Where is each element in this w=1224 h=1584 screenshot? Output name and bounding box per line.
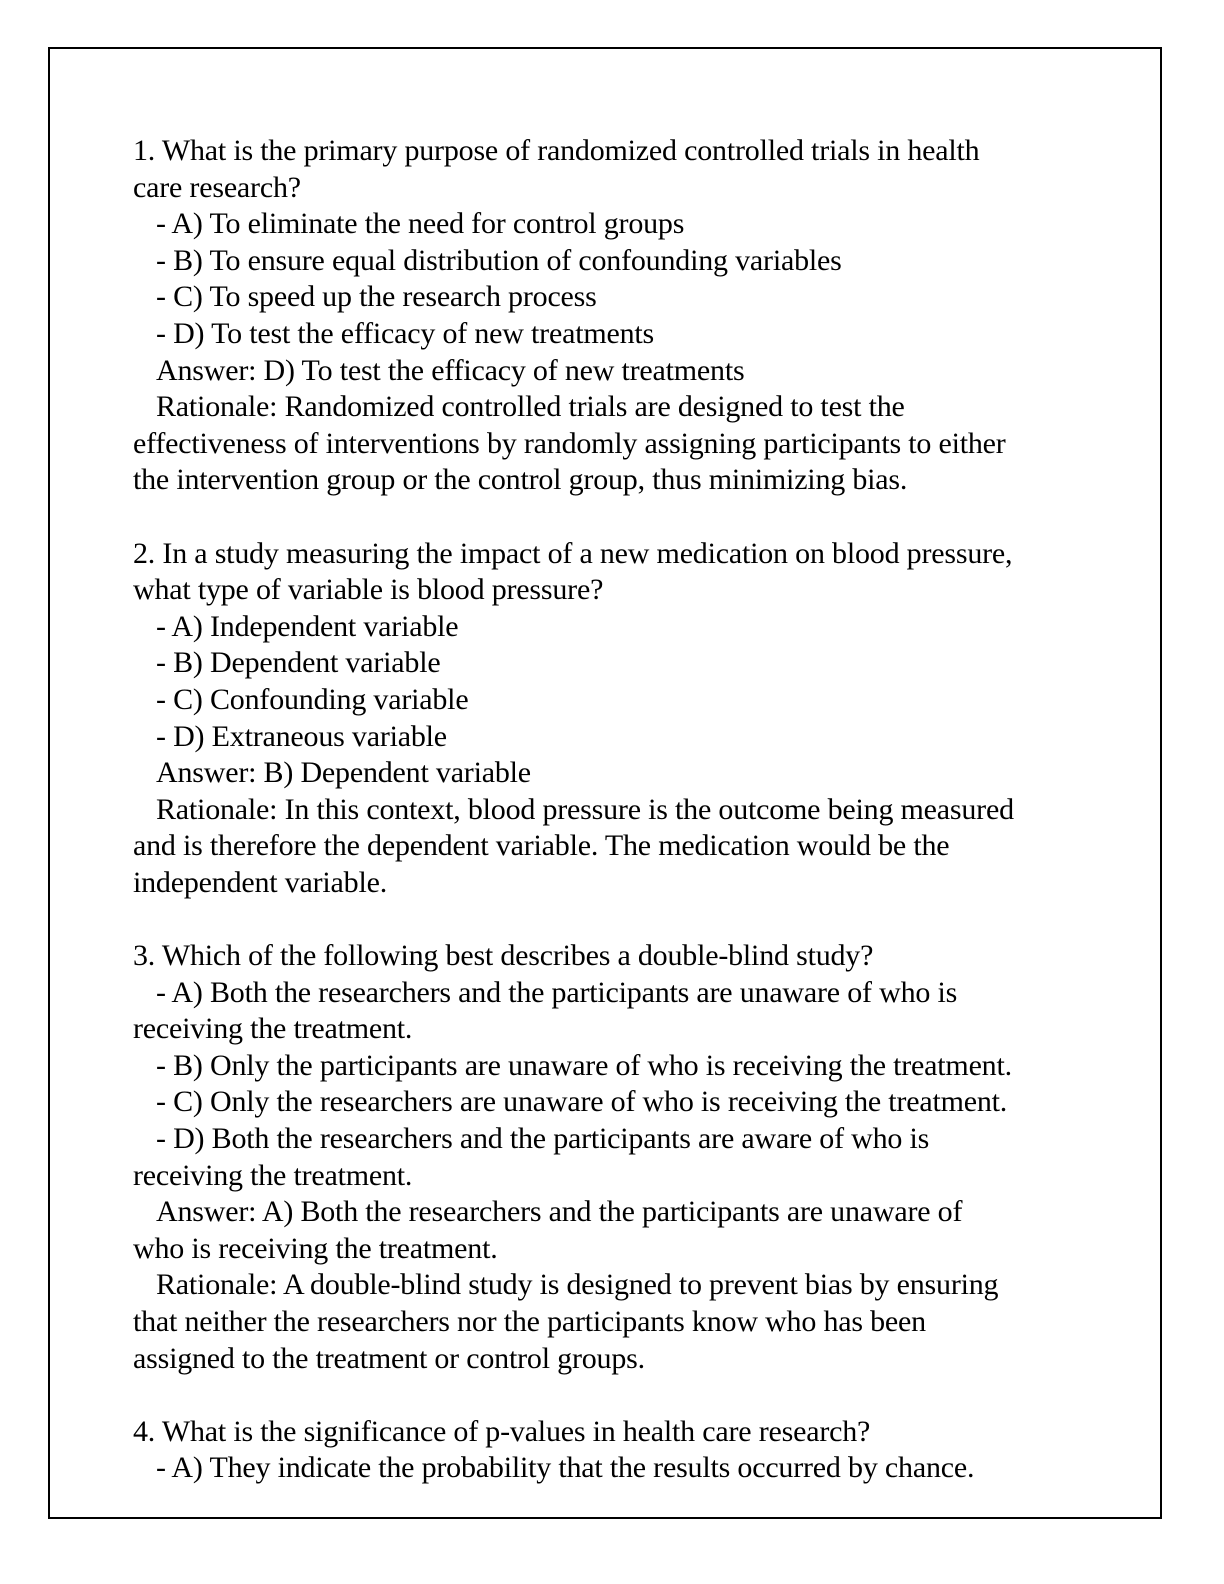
rationale-text: Rationale: A double-blind study is designed to prevent bias by ensuring bbox=[156, 1268, 999, 1302]
option-a-continued: receiving the treatment. bbox=[133, 1012, 413, 1046]
option-d: - D) To test the efficacy of new treatments bbox=[156, 316, 655, 350]
option-a: - A) Both the researchers and the participants are unaware of who is bbox=[156, 975, 958, 1009]
question-text: care research? bbox=[133, 170, 301, 204]
option-a: - A) They indicate the probability that the results occurred by chance. bbox=[156, 1451, 975, 1485]
rationale-text: and is therefore the dependent variable. The medication would be the bbox=[133, 829, 950, 863]
question-text: 4. What is the significance of p-values in health care research? bbox=[133, 1414, 871, 1448]
answer-text-continued: who is receiving the treatment. bbox=[133, 1231, 498, 1265]
question-2 bbox=[133, 536, 1093, 902]
rationale-text: the intervention group or the control group, thus minimizing bias. bbox=[133, 463, 908, 497]
rationale-text: that neither the researchers nor the participants know who has been bbox=[133, 1305, 926, 1338]
answer-text: Answer: D) To test the efficacy of new treatments bbox=[156, 353, 745, 387]
option-d: - D) Extraneous variable bbox=[156, 719, 447, 753]
question-4 bbox=[133, 1414, 1093, 1487]
option-a: - A) Independent variable bbox=[156, 609, 459, 643]
question-text: 1. What is the primary purpose of randomized controlled trials in health bbox=[133, 134, 980, 167]
option-a: - A) To eliminate the need for control groups bbox=[156, 207, 685, 241]
question-3 bbox=[133, 938, 1093, 1377]
option-b: - B) To ensure equal distribution of confounding variables bbox=[156, 243, 842, 277]
answer-text: Answer: A) Both the researchers and the participants are unaware of bbox=[156, 1195, 963, 1229]
option-b: - B) Only the participants are unaware of who is receiving the treatment. bbox=[156, 1048, 1012, 1082]
option-c: - C) To speed up the research process bbox=[156, 280, 597, 314]
question-text: what type of variable is blood pressure? bbox=[133, 573, 604, 607]
option-c: - C) Confounding variable bbox=[156, 682, 469, 716]
rationale-text: Rationale: Randomized controlled trials are designed to test the bbox=[156, 390, 905, 424]
question-text: 2. In a study measuring the impact of a new medication on blood pressure, bbox=[133, 536, 1013, 570]
option-d: - D) Both the researchers and the participants are aware of who is bbox=[156, 1122, 930, 1156]
option-d-continued: receiving the treatment. bbox=[133, 1158, 413, 1192]
rationale-text: Rationale: In this context, blood pressure is the outcome being measured bbox=[156, 792, 1014, 826]
question-text: 3. Which of the following best describes a double-blind study? bbox=[133, 939, 874, 973]
rationale-text: effectiveness of interventions by randomly assigning participants to either bbox=[133, 426, 1006, 460]
rationale-text: independent variable. bbox=[133, 865, 388, 899]
question-1 bbox=[133, 133, 1093, 499]
answer-text: Answer: B) Dependent variable bbox=[156, 756, 531, 790]
option-b: - B) Dependent variable bbox=[156, 646, 441, 680]
document-body bbox=[133, 133, 1093, 1524]
rationale-text: assigned to the treatment or control groups. bbox=[133, 1341, 645, 1375]
option-c: - C) Only the researchers are unaware of who is receiving the treatment. bbox=[156, 1085, 1008, 1119]
